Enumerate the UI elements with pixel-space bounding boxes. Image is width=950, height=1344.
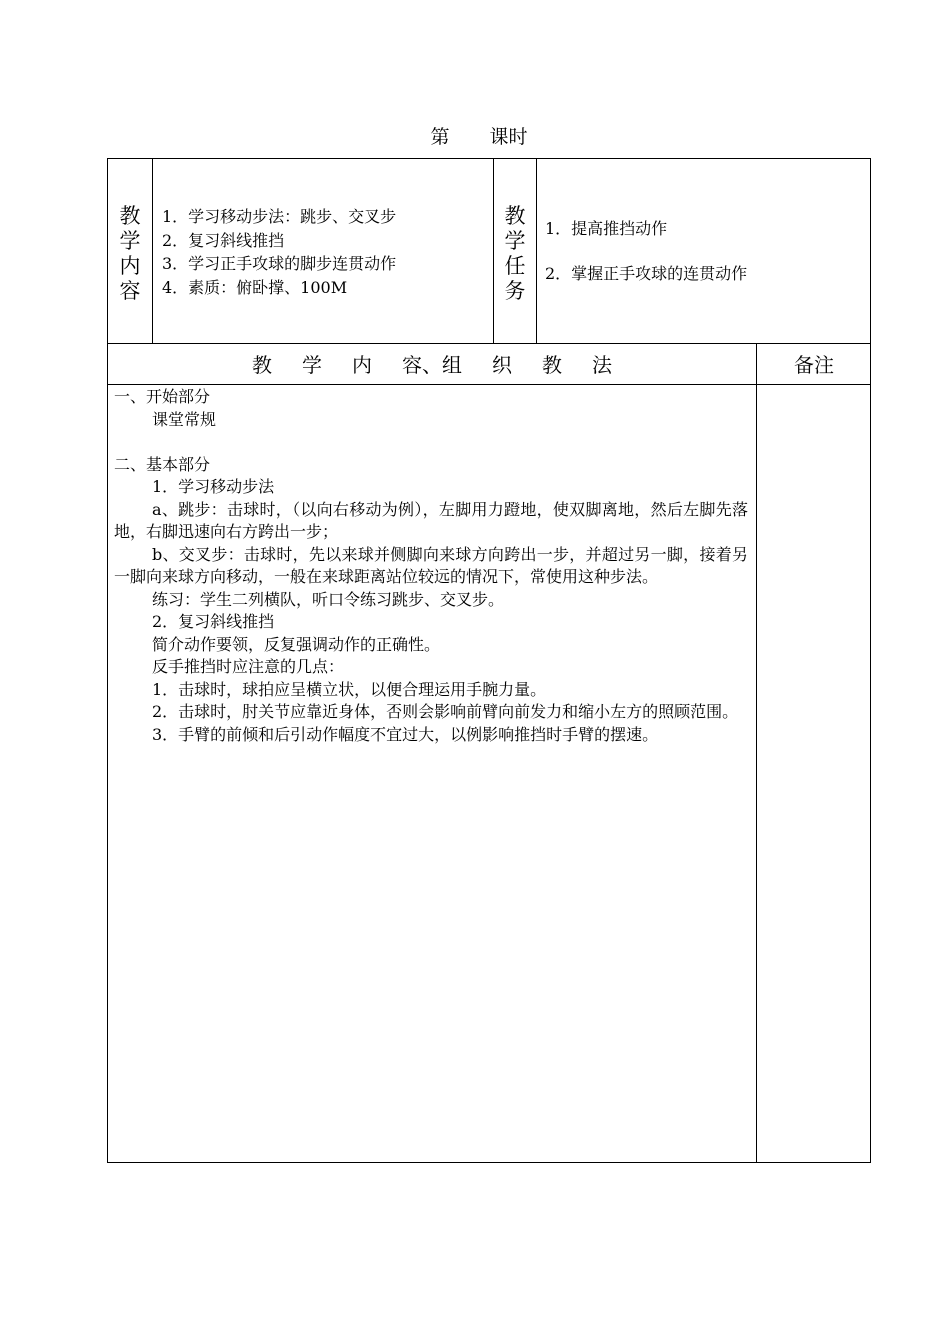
- body-line: 2．击球时，肘关节应靠近身体，否则会影响前臂向前发力和缩小左方的照顾范围。: [152, 702, 739, 721]
- header-char: 教: [252, 353, 272, 377]
- body-line: 2．复习斜线推挡: [152, 612, 275, 631]
- divider-content-label: [152, 158, 153, 343]
- lesson-body: [114, 386, 748, 746]
- body-line: 1．击球时，球拍应呈横立状，以便合理运用手腕力量。: [152, 679, 547, 699]
- header-char: 内: [352, 353, 372, 377]
- content-item: 1．学习移动步法：跳步、交叉步: [162, 207, 397, 226]
- task-list: [545, 217, 865, 307]
- content-label: 教学内容: [119, 204, 141, 303]
- header-char: 法: [592, 353, 612, 377]
- content-item: 2．复习斜线推挡: [162, 230, 285, 250]
- header-char: 容、组: [402, 353, 462, 377]
- header-char: 教: [542, 353, 562, 377]
- body-line: 反手推挡时应注意的几点：: [152, 657, 345, 676]
- page-title-right: 课时: [489, 126, 528, 148]
- task-item: 1．提高推挡动作: [545, 219, 668, 238]
- body-line: a、跳步：击球时，（以向右移动为例），左脚用力蹬地，使双脚离地，然后左脚先落地，右脚迅速向右方跨出一步；: [114, 499, 748, 541]
- header-char: 学: [302, 353, 322, 377]
- header-notes: 备注: [794, 353, 834, 377]
- body-line: 1．学习移动步法: [152, 477, 275, 496]
- divider-task-label: [536, 158, 537, 343]
- body-line: 一、开始部分: [114, 387, 211, 406]
- body-line: 课堂常规: [152, 409, 217, 429]
- content-item: 3．学习正手攻球的脚步连贯动作: [162, 254, 397, 273]
- body-line: 练习：学生二列横队，听口令练习跳步、交叉步。: [152, 589, 505, 609]
- divider-notes-column: [756, 343, 757, 1163]
- page-title: [0, 122, 950, 149]
- task-label: 教学任务: [504, 204, 526, 303]
- page-title-left: 第: [430, 126, 450, 148]
- divider-task-left: [493, 158, 494, 343]
- task-item: 2．掌握正手攻球的连贯动作: [545, 264, 748, 283]
- body-line: 二、基本部分: [114, 454, 211, 474]
- content-item: 4．素质：俯卧撑、100M: [162, 277, 348, 297]
- body-line: 简介动作要领，反复强调动作的正确性。: [152, 634, 441, 654]
- body-blank-line: [114, 431, 748, 454]
- body-line: 3．手臂的前倾和后引动作幅度不宜过大，以例影响推挡时手臂的摆速。: [152, 724, 659, 744]
- content-list: [162, 205, 487, 299]
- body-line: b、交叉步：击球时，先以来球并侧脚向来球方向跨出一步，并超过另一脚，接着另一脚向来球方向移动，一般在来球距离站位较远的情况下，常使用这种步法。: [114, 544, 748, 586]
- header-char: 织: [492, 353, 512, 377]
- header-content-method: [108, 352, 756, 378]
